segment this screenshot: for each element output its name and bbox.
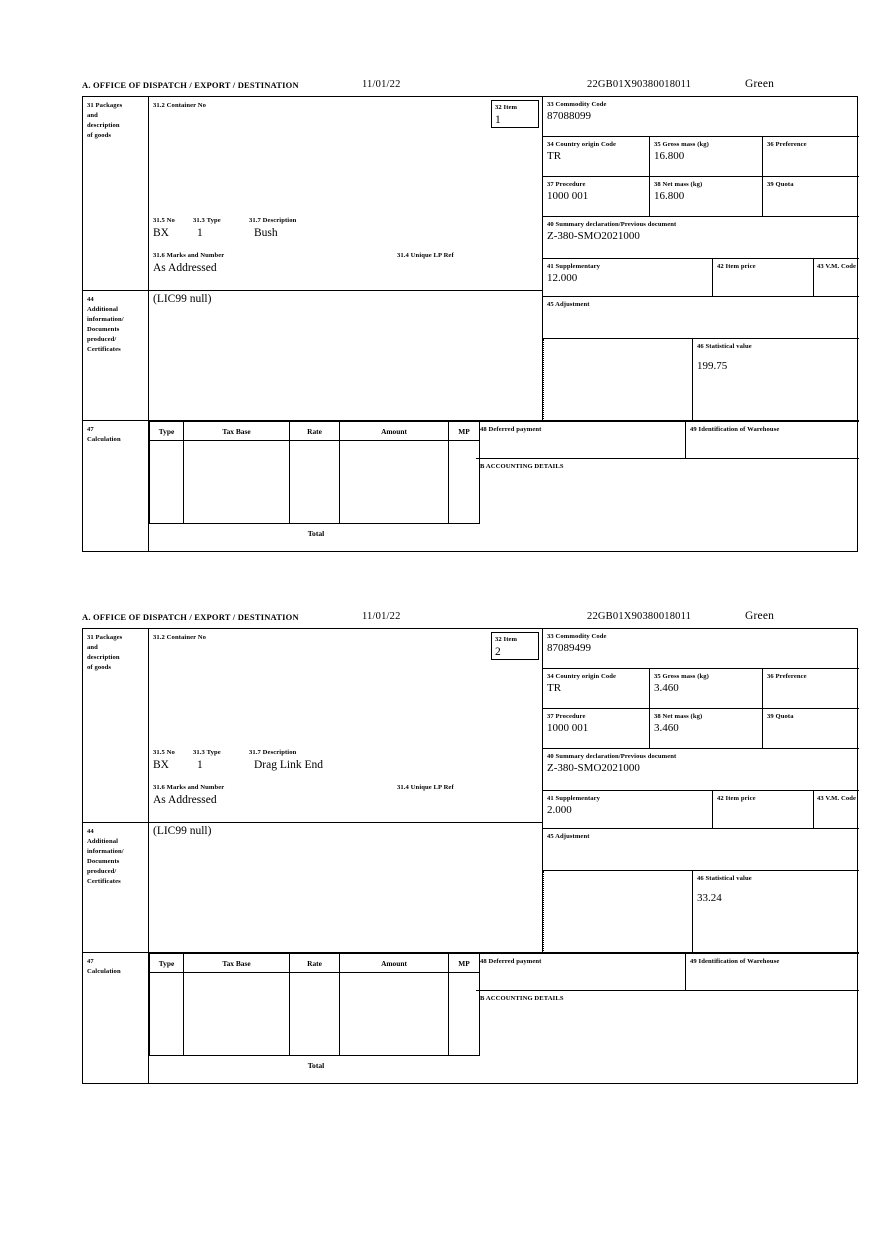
unique-lp-ref-label: 31.4 Unique LP Ref <box>397 784 454 791</box>
box-b-accounting-details <box>476 991 859 1083</box>
box-38-net-mass <box>650 709 763 749</box>
box-46-dotted-divider <box>543 871 544 953</box>
calculation-header-row <box>150 422 480 441</box>
box-46-statistical-value <box>692 339 859 421</box>
marks-and-number-value: As Addressed <box>153 794 217 806</box>
box-37-procedure <box>543 177 650 217</box>
box-42-item-price <box>713 791 814 829</box>
box-33-label: 33 Commodity Code <box>547 633 607 640</box>
box-32-value: 2 <box>495 645 501 658</box>
box-37-label: 37 Procedure <box>547 713 586 720</box>
packages-no-label: 31.5 No <box>153 217 175 224</box>
box-b-label: B ACCOUNTING DETAILS <box>480 463 564 470</box>
box-40-value: Z-380-SMO2021000 <box>547 761 640 774</box>
column-header-tax-base: Tax Base <box>184 954 290 973</box>
box-43-label: 43 V.M. Code <box>817 795 857 802</box>
box-43-label: 43 V.M. Code <box>817 263 857 270</box>
marks-and-number-label: 31.6 Marks and Number <box>153 252 225 259</box>
marks-and-number-value: As Addressed <box>153 262 217 274</box>
office-of-dispatch-label: A. OFFICE OF DISPATCH / EXPORT / DESTINATION <box>82 80 299 90</box>
cell-mp <box>449 441 480 524</box>
box-42-label: 42 Item price <box>717 263 756 270</box>
column-header-amount: Amount <box>340 422 449 441</box>
cell-rate <box>290 441 340 524</box>
calculation-total-row <box>150 1056 480 1075</box>
box-37-label: 37 Procedure <box>547 181 586 188</box>
cell-tax-base <box>184 441 290 524</box>
movement-reference-number: 22GB01X90380018011 <box>587 611 692 622</box>
column-header-rate: Rate <box>290 422 340 441</box>
cell-mp <box>449 973 480 1056</box>
box-46-dotted-divider <box>543 339 544 421</box>
container-no-label: 31.2 Container No <box>153 102 207 109</box>
box-31-goods-area <box>149 97 543 291</box>
box-35-gross-mass <box>650 137 763 177</box>
column-header-amount: Amount <box>340 954 449 973</box>
box-b-label: B ACCOUNTING DETAILS <box>480 995 564 1002</box>
box-45-adjustment <box>543 297 859 339</box>
container-no-label: 31.2 Container No <box>153 634 207 641</box>
box-46-blank-area <box>543 339 692 421</box>
box-37-value: 1000 001 <box>547 189 589 202</box>
box-44-additional-information <box>149 823 543 953</box>
box-33-value: 87089499 <box>547 641 591 654</box>
box-47-calculation-table <box>149 953 476 1083</box>
box-41-label: 41 Supplementary <box>547 263 601 270</box>
box-32-label: 32 Item <box>495 636 518 643</box>
box-33-commodity-code <box>543 629 859 669</box>
box-44-additional-information <box>149 291 543 421</box>
cell-type <box>150 973 184 1056</box>
packages-type-value: 1 <box>197 759 203 771</box>
customs-declaration-form-1 <box>82 78 860 552</box>
box-46-value: 199.75 <box>697 359 728 372</box>
box-31-goods-area <box>149 629 543 823</box>
column-header-tax-base: Tax Base <box>184 422 290 441</box>
column-header-mp: MP <box>449 422 480 441</box>
box-48-label: 48 Deferred payment <box>480 426 542 433</box>
unique-lp-ref-label: 31.4 Unique LP Ref <box>397 252 454 259</box>
box-44-label: 44 Additional information/ Documents produced/ Certificates <box>83 823 149 953</box>
box-46-label: 46 Statistical value <box>697 875 752 882</box>
box-32-value: 1 <box>495 113 501 126</box>
box-36-label: 36 Preference <box>767 141 807 148</box>
cell-type <box>150 441 184 524</box>
box-41-value: 12.000 <box>547 271 578 284</box>
box-39-label: 39 Quota <box>767 181 794 188</box>
column-header-type: Type <box>150 422 184 441</box>
box-35-value: 3.460 <box>654 681 679 694</box>
box-46-label: 46 Statistical value <box>697 343 752 350</box>
box-49-identification-of-warehouse <box>686 421 859 459</box>
box-42-item-price <box>713 259 814 297</box>
box-40-summary-declaration <box>543 749 859 791</box>
box-45-label: 45 Adjustment <box>547 833 590 840</box>
box-46-blank-area <box>543 871 692 953</box>
declaration-box-2 <box>82 628 858 1084</box>
box-41-supplementary <box>543 791 713 829</box>
box-41-label: 41 Supplementary <box>547 795 601 802</box>
column-header-rate: Rate <box>290 954 340 973</box>
box-38-label: 38 Net mass (kg) <box>654 713 703 720</box>
box-37-procedure <box>543 709 650 749</box>
box-39-quota <box>763 177 859 217</box>
box-34-country-origin-code <box>543 137 650 177</box>
declaration-date: 11/01/22 <box>362 611 401 622</box>
box-35-label: 35 Gross mass (kg) <box>654 141 709 148</box>
box-47-calculation-table <box>149 421 476 551</box>
packages-description-label: 31.7 Description <box>249 749 297 756</box>
box-49-identification-of-warehouse <box>686 953 859 991</box>
box-49-label: 49 Identification of Warehouse <box>690 426 780 433</box>
lane-status: Green <box>745 78 775 90</box>
total-label: Total <box>184 1056 449 1075</box>
box-34-value: TR <box>547 681 562 694</box>
box-35-value: 16.800 <box>654 149 685 162</box>
box-34-label: 34 Country origin Code <box>547 141 617 148</box>
box-47-label: 47 Calculation <box>83 421 149 551</box>
box-45-adjustment <box>543 829 859 871</box>
box-33-value: 87088099 <box>547 109 591 122</box>
box-32-item <box>491 100 539 128</box>
box-40-value: Z-380-SMO2021000 <box>547 229 640 242</box>
box-31-label: 31 Packages and description of goods <box>83 97 149 291</box>
declaration-box-1 <box>82 96 858 552</box>
packages-description-value: Drag Link End <box>254 759 323 771</box>
box-32-label: 32 Item <box>495 104 518 111</box>
calculation-header-row <box>150 954 480 973</box>
box-37-value: 1000 001 <box>547 721 589 734</box>
box-34-country-origin-code <box>543 669 650 709</box>
box-40-label: 40 Summary declaration/Previous document <box>547 221 677 228</box>
box-44-value: (LIC99 null) <box>153 293 212 305</box>
calculation-total-row <box>150 524 480 543</box>
box-43-vm-code <box>814 791 859 829</box>
box-40-summary-declaration <box>543 217 859 259</box>
column-header-type: Type <box>150 954 184 973</box>
marks-and-number-label: 31.6 Marks and Number <box>153 784 225 791</box>
box-44-value: (LIC99 null) <box>153 825 212 837</box>
office-of-dispatch-label: A. OFFICE OF DISPATCH / EXPORT / DESTINATION <box>82 612 299 622</box>
box-39-label: 39 Quota <box>767 713 794 720</box>
box-48-deferred-payment <box>476 421 686 459</box>
cell-rate <box>290 973 340 1056</box>
box-31-label: 31 Packages and description of goods <box>83 629 149 823</box>
box-44-label: 44 Additional information/ Documents produced/ Certificates <box>83 291 149 421</box>
box-36-preference <box>763 669 859 709</box>
movement-reference-number: 22GB01X90380018011 <box>587 79 692 90</box>
box-33-label: 33 Commodity Code <box>547 101 607 108</box>
packages-no-value: BX <box>153 759 169 771</box>
box-b-accounting-details <box>476 459 859 551</box>
box-41-supplementary <box>543 259 713 297</box>
cell-amount <box>340 441 449 524</box>
box-45-label: 45 Adjustment <box>547 301 590 308</box>
box-39-quota <box>763 709 859 749</box>
box-34-value: TR <box>547 149 562 162</box>
box-32-item <box>491 632 539 660</box>
customs-declaration-form-2 <box>82 610 860 1084</box>
box-38-value: 16.800 <box>654 189 685 202</box>
total-label: Total <box>184 524 449 543</box>
cell-amount <box>340 973 449 1056</box>
declaration-date: 11/01/22 <box>362 79 401 90</box>
packages-no-label: 31.5 No <box>153 749 175 756</box>
box-49-label: 49 Identification of Warehouse <box>690 958 780 965</box>
calculation-body-row <box>150 973 480 1056</box>
box-48-label: 48 Deferred payment <box>480 958 542 965</box>
box-43-vm-code <box>814 259 859 297</box>
box-46-value: 33.24 <box>697 891 722 904</box>
box-36-label: 36 Preference <box>767 673 807 680</box>
box-40-label: 40 Summary declaration/Previous document <box>547 753 677 760</box>
box-48-deferred-payment <box>476 953 686 991</box>
box-38-label: 38 Net mass (kg) <box>654 181 703 188</box>
box-38-value: 3.460 <box>654 721 679 734</box>
box-35-gross-mass <box>650 669 763 709</box>
packages-type-label: 31.3 Type <box>193 749 221 756</box>
packages-type-value: 1 <box>197 227 203 239</box>
lane-status: Green <box>745 610 775 622</box>
box-41-value: 2.000 <box>547 803 572 816</box>
packages-description-value: Bush <box>254 227 278 239</box>
box-36-preference <box>763 137 859 177</box>
cell-tax-base <box>184 973 290 1056</box>
box-38-net-mass <box>650 177 763 217</box>
column-header-mp: MP <box>449 954 480 973</box>
form-header-2 <box>82 610 860 628</box>
box-42-label: 42 Item price <box>717 795 756 802</box>
calculation-body-row <box>150 441 480 524</box>
box-47-label: 47 Calculation <box>83 953 149 1083</box>
box-35-label: 35 Gross mass (kg) <box>654 673 709 680</box>
packages-type-label: 31.3 Type <box>193 217 221 224</box>
form-header-1 <box>82 78 860 96</box>
box-34-label: 34 Country origin Code <box>547 673 617 680</box>
packages-description-label: 31.7 Description <box>249 217 297 224</box>
packages-no-value: BX <box>153 227 169 239</box>
box-33-commodity-code <box>543 97 859 137</box>
box-46-statistical-value <box>692 871 859 953</box>
